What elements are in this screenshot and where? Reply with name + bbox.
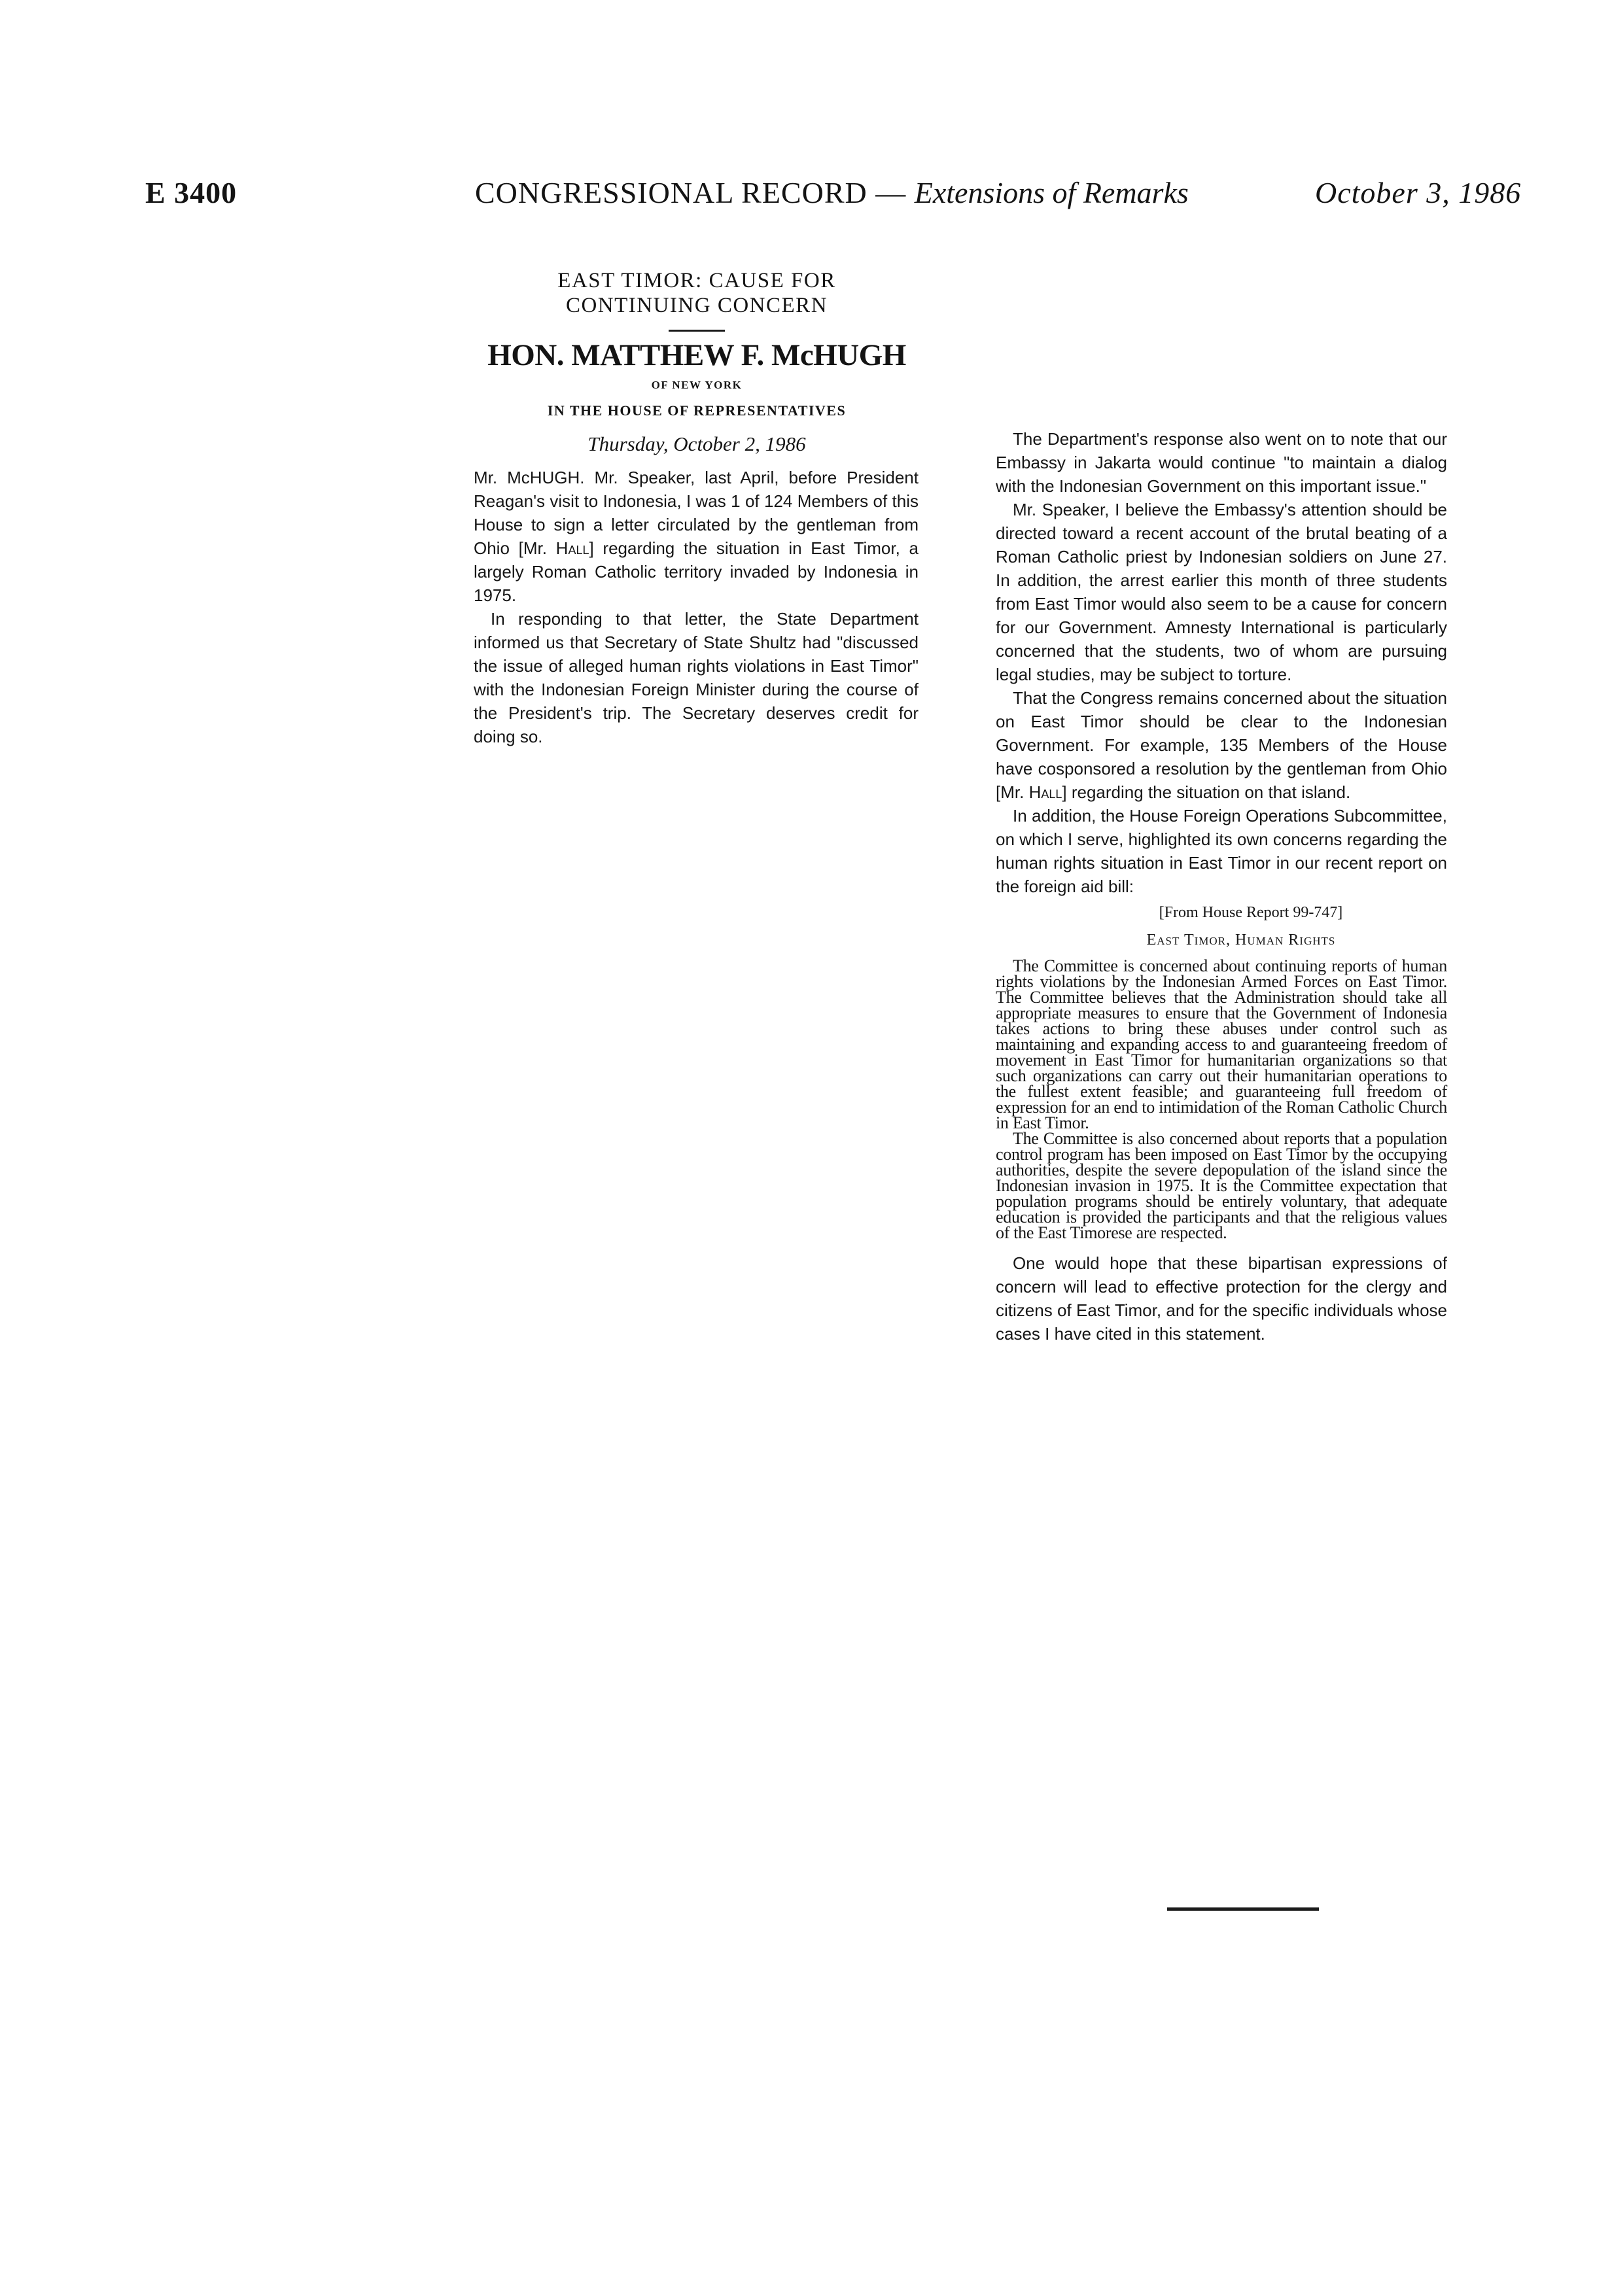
paragraph-2: In responding to that letter, the State Department informed us that Secretary of State Shultz had "discussed the issue of alleged human rights violations in East Timor" with the Indonesian Foreign Minister during the course of the President's trip. The Secretary deserves credit for doing so. (474, 609, 919, 746)
report-source: [From House Report 99-747] (1159, 904, 1343, 921)
page-number: E 3400 (145, 176, 237, 209)
issue-date: October 3, 1986 (1315, 176, 1522, 209)
speaker-name: HON. MATTHEW F. McHUGH (487, 338, 906, 372)
article-title (458, 268, 936, 318)
paragraph-4: Mr. Speaker, I believe the Embassy's attention should be directed toward a recent account of the brutal beating of a Roman Catholic priest by Indonesian soldiers on June 27. In addition, the arrest earlier this month of three students from East Timor would also seem to be a cause for concern for our Government. Amnesty International is particularly concerned that the students, two of whom are pursuing legal studies, may be subject to torture. (996, 500, 1447, 684)
paragraph-6: In addition, the House Foreign Operations Subcommittee, on which I serve, highlighted its own concerns regarding the human rights situation in East Timor in our recent report on the foreign aid bill: (996, 806, 1447, 896)
paragraph-1-part-2: ] regarding the situation in East Timor, a largely Roman Catholic territory invaded by Indonesia in 1975. (474, 538, 919, 605)
right-column (996, 427, 1447, 1346)
section-name: Extensions of Remarks (914, 176, 1189, 209)
publication-name: CONGRESSIONAL RECORD (475, 176, 867, 209)
article-title-line-1: EAST TIMOR: CAUSE FOR (557, 269, 836, 292)
title-divider (669, 330, 725, 332)
paragraph-1-part-1: Mr. McHUGH. Mr. Speaker, last April, before President Reagan's visit to Indonesia, I was 1 of 124 Members of this House to sign a letter circulated by the gentleman from Ohio [Mr. (474, 468, 919, 558)
chamber-name: IN THE HOUSE OF REPRESENTATIVES (547, 402, 847, 419)
end-divider (1167, 1907, 1319, 1911)
paragraph-5 (996, 686, 1447, 804)
paragraph-1 (474, 466, 919, 607)
member-name: Hall (1028, 782, 1062, 802)
paragraph-5-part-1: That the Congress remains concerned about the situation on East Timor should be clear to the Indonesian Government. For example, 135 Members of the House have cosponsored a resolution by the gentleman from Ohio [Mr. (996, 688, 1447, 802)
report-heading: East Timor, Human Rights (1146, 931, 1336, 948)
quote-paragraph-1: The Committee is concerned about continuing reports of human rights violations by the Indonesian Armed Forces on East Timor. The Committee believes that the Administration should take all appropriate measures to ensure that the Government of Indonesia takes actions to bring these abuses under control such as maintaining and expanding access to and guaranteeing freedom of movement in East Timor for humanitarian organizations so that such organizations can carry out their humanitarian operations to the fullest extent feasible; and guaranteeing full freedom of expression for an end to intimidation of the Roman Catholic Church in East Timor. (996, 956, 1447, 1132)
paragraph-3: The Department's response also went on to note that our Embassy in Jakarta would continue "to maintain a dialog with the Indonesian Government on this important issue." (996, 429, 1447, 496)
speech-date: Thursday, October 2, 1986 (587, 432, 806, 455)
title-separator: — (867, 176, 915, 209)
publication-title (475, 175, 1189, 210)
paragraph-5-part-2: ] regarding the situation on that island. (1062, 782, 1351, 802)
paragraph-7: One would hope that these bipartisan expressions of concern will lead to effective protection for the clergy and citizens of East Timor, and for the specific individuals whose cases I have cited in this statement. (996, 1253, 1447, 1344)
left-column (474, 466, 919, 748)
running-head (0, 175, 1612, 221)
article-heading (458, 268, 936, 456)
speaker-state: OF NEW YORK (651, 379, 743, 391)
report-quote (996, 958, 1447, 1241)
article-title-line-2: CONTINUING CONCERN (565, 294, 828, 317)
member-name: Hall (555, 538, 589, 558)
quote-paragraph-2: The Committee is also concerned about reports that a population control program has been imposed on East Timor by the occupying authorities, despite the severe depopulation of the island since the Indonesian invasion in 1975. It is the Committee expectation that population programs should be entirely voluntary, that adequate education is provided the participants and that the religious values of the East Timorese are respected. (996, 1129, 1447, 1242)
